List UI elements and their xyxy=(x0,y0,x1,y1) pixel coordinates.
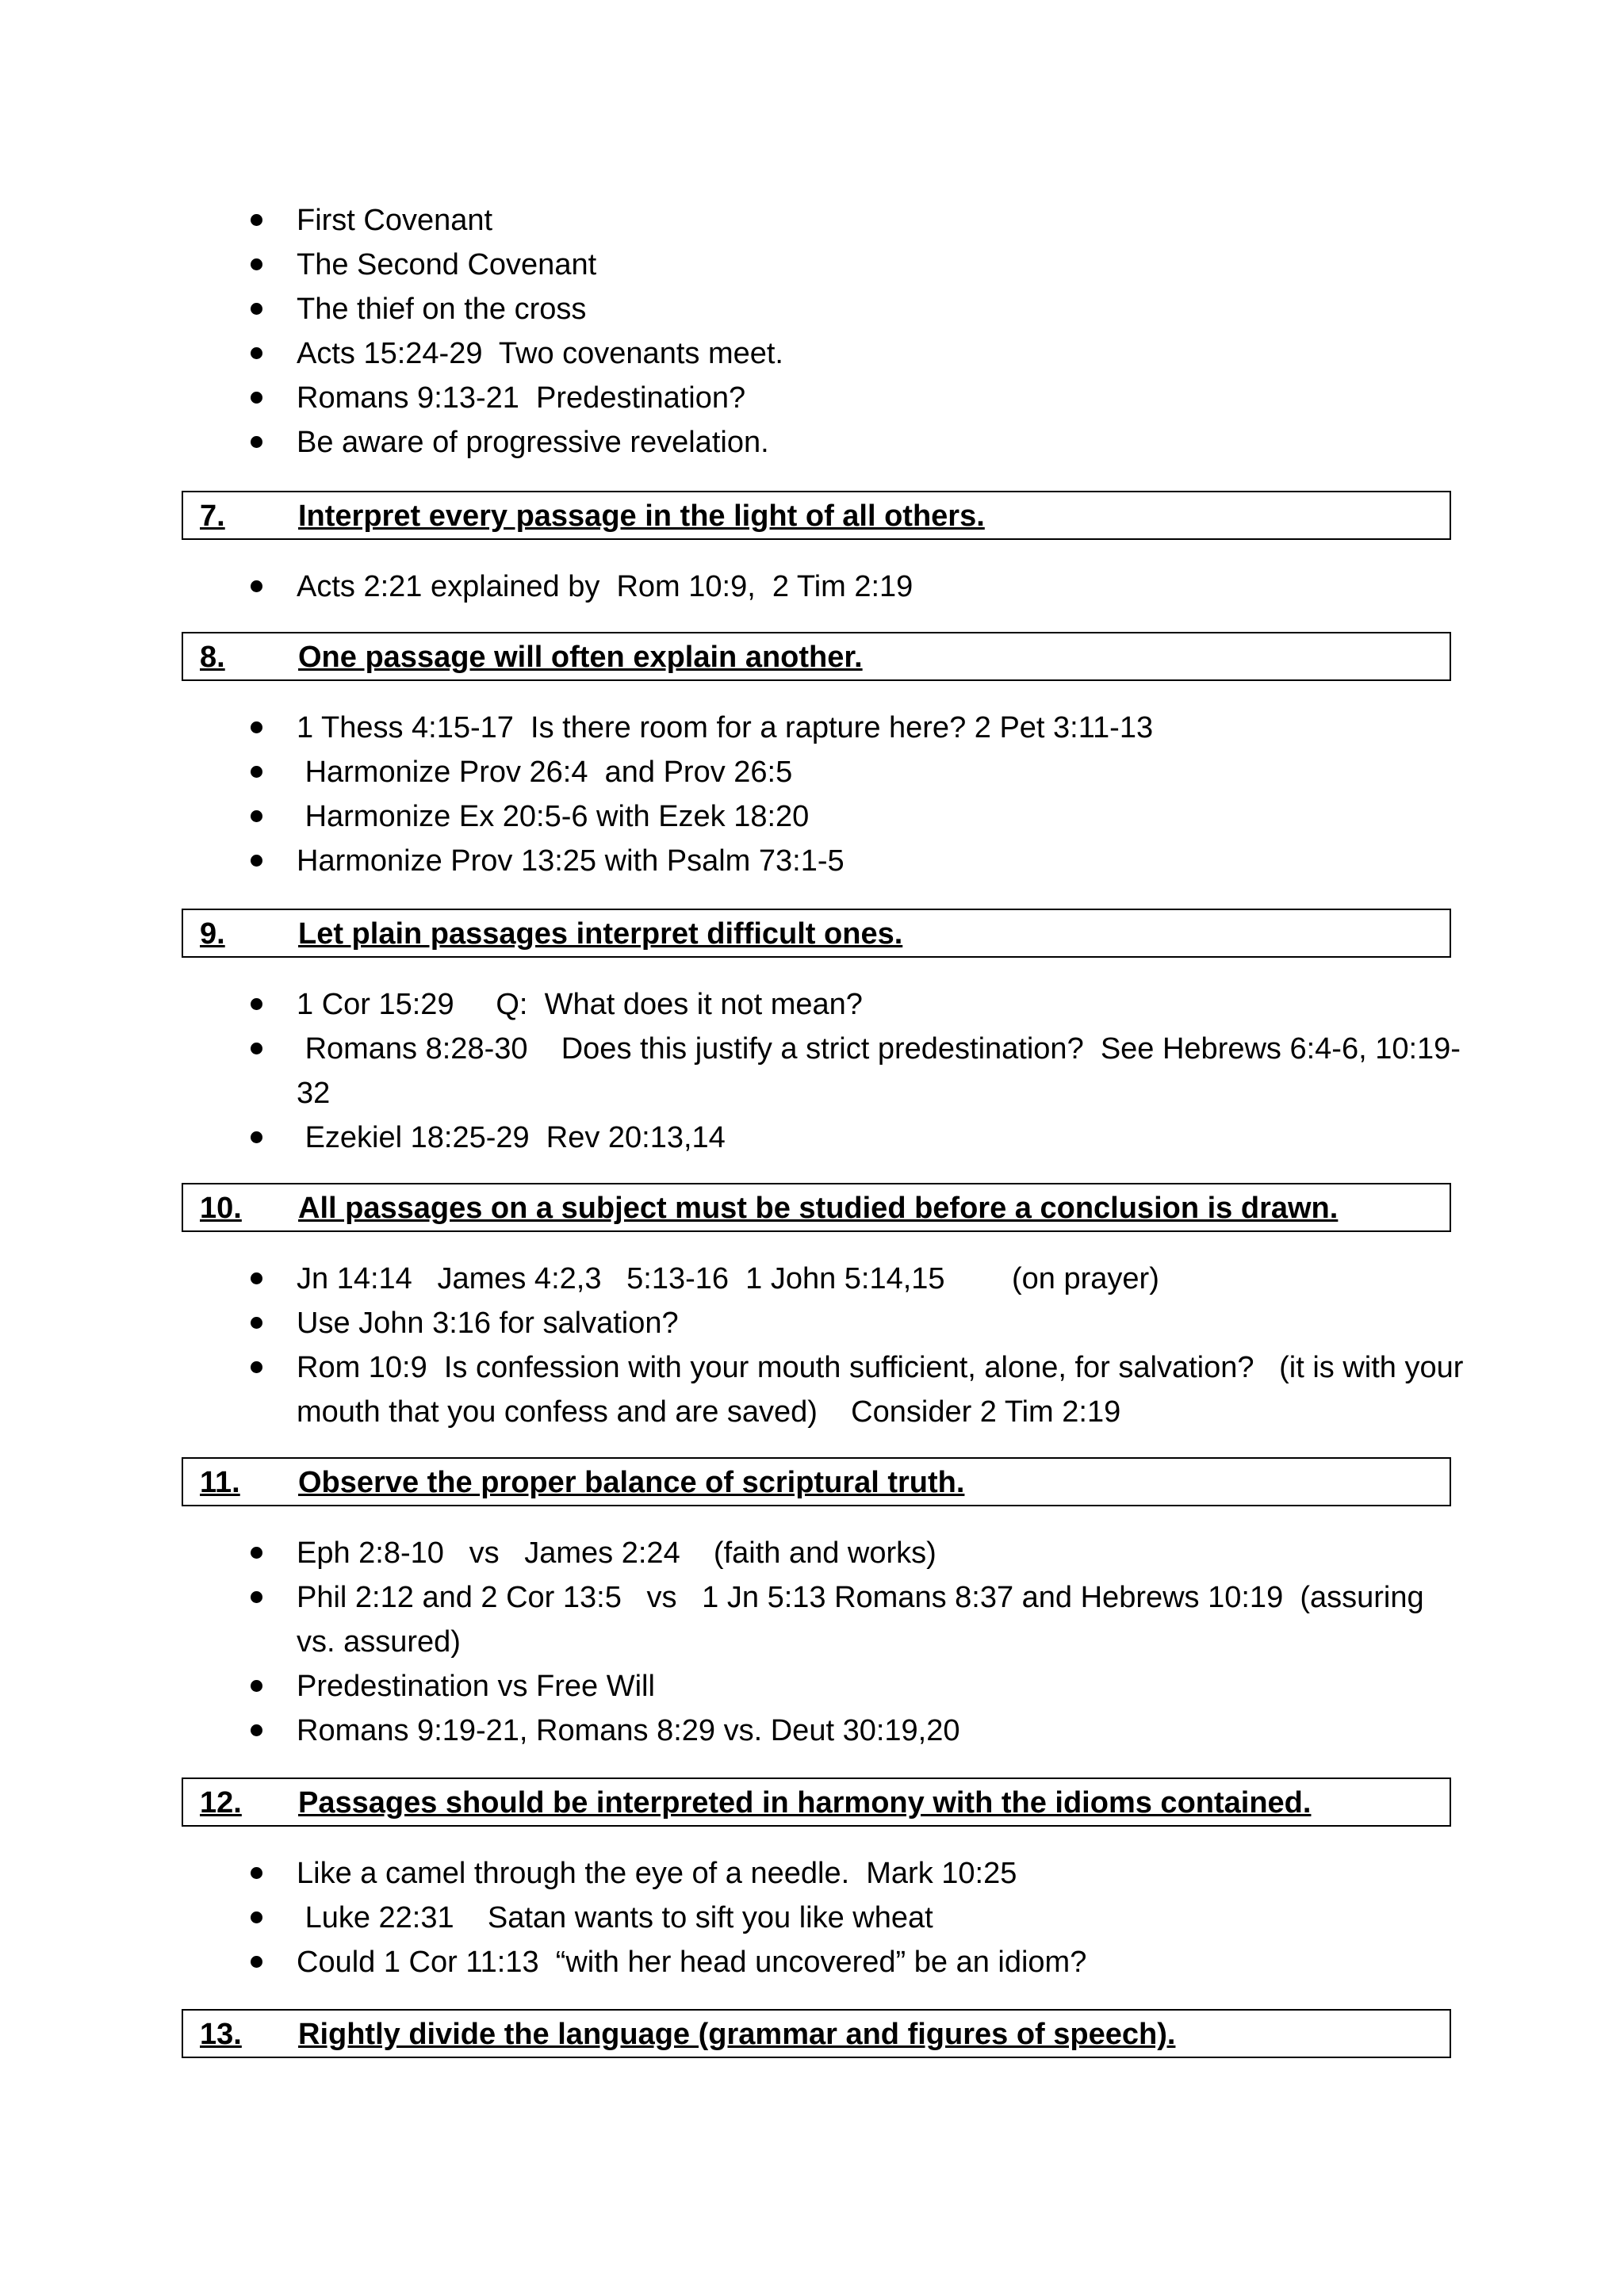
section-title: Interpret every passage in the light of all others. xyxy=(298,499,985,533)
section-heading-8 xyxy=(182,632,1451,681)
section-heading-10 xyxy=(182,1183,1451,1232)
list-item: The thief on the cross xyxy=(0,287,1624,331)
list-item: Romans 8:28-30 Does this justify a strict predestination? See Hebrews 6:4-6, 10:19-32 xyxy=(0,1027,1624,1115)
bullet-icon xyxy=(251,1680,262,1692)
list-item: Harmonize Prov 26:4 and Prov 26:5 xyxy=(0,750,1624,794)
bullet-list-10 xyxy=(0,1257,1624,1434)
list-item: Jn 14:14 James 4:2,3 5:13-16 1 John 5:14,15 (on prayer) xyxy=(0,1257,1624,1301)
bullet-icon xyxy=(251,766,262,778)
section-number: 10. xyxy=(200,1192,242,1225)
bullet-icon xyxy=(251,721,262,733)
list-item: Phil 2:12 and 2 Cor 13:5 vs 1 Jn 5:13 Romans 8:37 and Hebrews 10:19 (assuring vs. assured) xyxy=(0,1575,1624,1664)
section-title: All passages on a subject must be studied before a conclusion is drawn. xyxy=(298,1192,1339,1225)
list-item: Acts 2:21 explained by Rom 10:9, 2 Tim 2:19 xyxy=(0,564,1624,609)
section-heading-11 xyxy=(182,1457,1451,1506)
bullet-icon xyxy=(251,436,262,448)
section-title: Observe the proper balance of scriptural truth. xyxy=(298,1466,965,1499)
list-item: Acts 15:24-29 Two covenants meet. xyxy=(0,331,1624,376)
bullet-icon xyxy=(251,580,262,592)
list-item: Romans 9:19-21, Romans 8:29 vs. Deut 30:19,20 xyxy=(0,1709,1624,1753)
list-item: Be aware of progressive revelation. xyxy=(0,420,1624,465)
bullet-icon xyxy=(251,1956,262,1968)
list-item: Use John 3:16 for salvation? xyxy=(0,1301,1624,1345)
list-item: Ezekiel 18:25-29 Rev 20:13,14 xyxy=(0,1115,1624,1160)
section-heading-9 xyxy=(182,909,1451,958)
bullet-icon xyxy=(251,1317,262,1329)
list-item: 1 Thess 4:15-17 Is there room for a rapture here? 2 Pet 3:11-13 xyxy=(0,706,1624,750)
list-item: First Covenant xyxy=(0,198,1624,243)
bullet-list-8 xyxy=(0,706,1624,883)
section-heading-13 xyxy=(182,2009,1451,2058)
section-heading-12 xyxy=(182,1777,1451,1827)
section-number: 9. xyxy=(200,917,225,951)
section-title: Let plain passages interpret difficult ones. xyxy=(298,917,903,951)
bullet-icon xyxy=(251,1131,262,1143)
section-title: One passage will often explain another. xyxy=(298,641,863,674)
bullet-icon xyxy=(251,810,262,822)
list-item: 1 Cor 15:29 Q: What does it not mean? xyxy=(0,982,1624,1027)
list-item: Could 1 Cor 11:13 “with her head uncovered” be an idiom? xyxy=(0,1940,1624,1984)
list-item: Harmonize Prov 13:25 with Psalm 73:1-5 xyxy=(0,839,1624,883)
section-number: 11. xyxy=(200,1466,240,1499)
bullet-icon xyxy=(251,998,262,1010)
bullet-icon xyxy=(251,347,262,359)
bullet-icon xyxy=(251,1043,262,1054)
section-title: Rightly divide the language (grammar and figures of speech). xyxy=(298,2018,1176,2051)
list-item: Rom 10:9 Is confession with your mouth sufficient, alone, for salvation? (it is with your mouth that you confess and are saved) Consider 2 Tim 2:19 xyxy=(0,1345,1624,1434)
list-item: Eph 2:8-10 vs James 2:24 (faith and works) xyxy=(0,1531,1624,1575)
bullet-list-intro xyxy=(0,198,1624,465)
bullet-icon xyxy=(251,303,262,315)
section-number: 7. xyxy=(200,499,225,533)
bullet-list-7 xyxy=(0,564,1624,609)
bullet-icon xyxy=(251,214,262,226)
list-item: Like a camel through the eye of a needle. Mark 10:25 xyxy=(0,1851,1624,1896)
section-title: Passages should be interpreted in harmony with the idioms contained. xyxy=(298,1786,1312,1820)
section-number: 12. xyxy=(200,1786,242,1820)
bullet-icon xyxy=(251,1361,262,1373)
bullet-list-9 xyxy=(0,982,1624,1160)
list-item: Predestination vs Free Will xyxy=(0,1664,1624,1709)
bullet-icon xyxy=(251,1591,262,1603)
section-number: 8. xyxy=(200,641,225,674)
list-item: Harmonize Ex 20:5-6 with Ezek 18:20 xyxy=(0,794,1624,839)
bullet-icon xyxy=(251,258,262,270)
list-item: Luke 22:31 Satan wants to sift you like wheat xyxy=(0,1896,1624,1940)
section-number: 13. xyxy=(200,2018,242,2051)
bullet-icon xyxy=(251,1547,262,1559)
bullet-icon xyxy=(251,1272,262,1284)
bullet-icon xyxy=(251,1724,262,1736)
bullet-icon xyxy=(251,855,262,867)
bullet-list-11 xyxy=(0,1531,1624,1753)
bullet-icon xyxy=(251,392,262,404)
list-item: The Second Covenant xyxy=(0,243,1624,287)
section-heading-7 xyxy=(182,491,1451,540)
bullet-list-12 xyxy=(0,1851,1624,1984)
bullet-icon xyxy=(251,1911,262,1923)
list-item: Romans 9:13-21 Predestination? xyxy=(0,376,1624,420)
bullet-icon xyxy=(251,1867,262,1879)
